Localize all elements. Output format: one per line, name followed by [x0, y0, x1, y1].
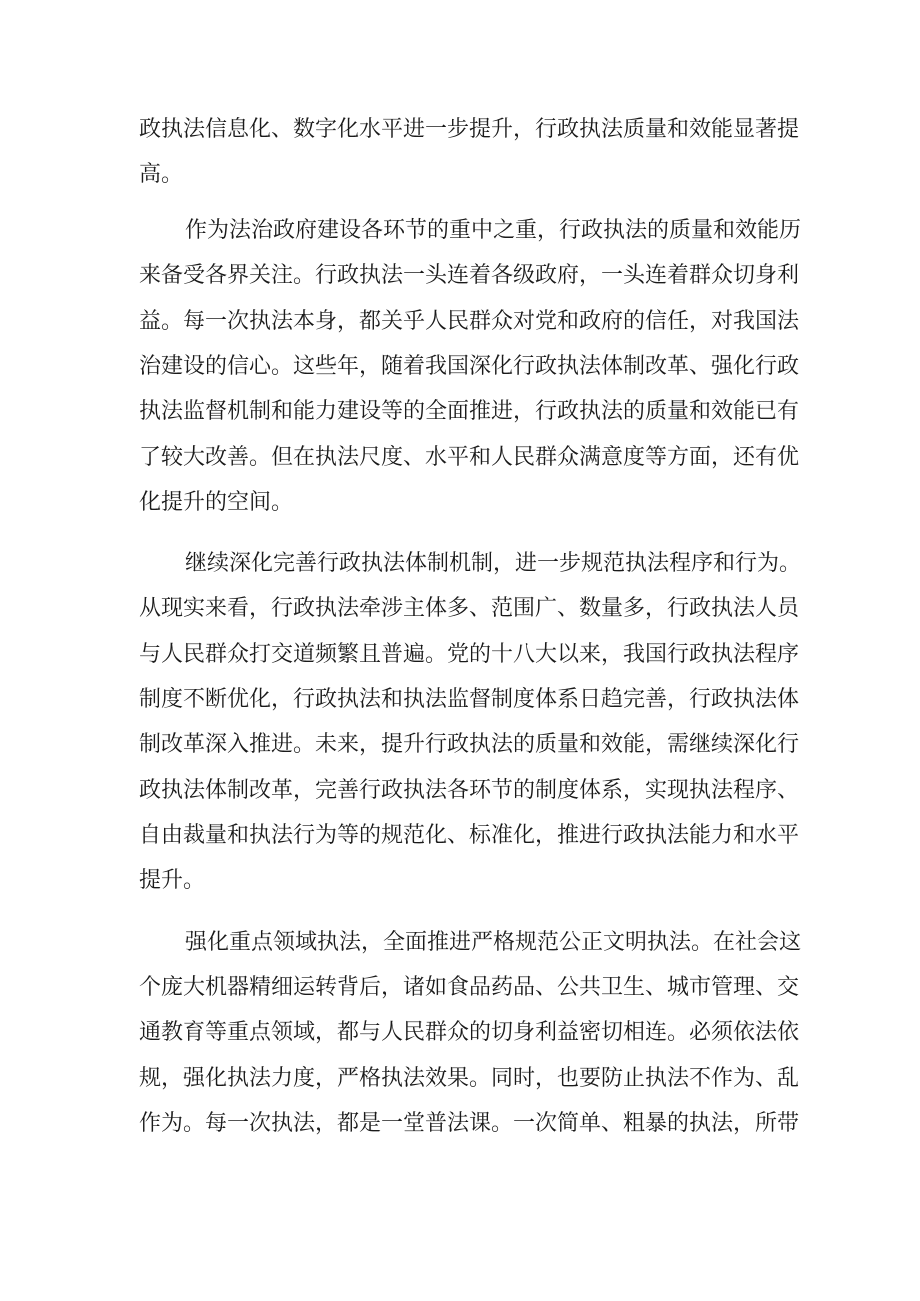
text-line: 制度不断优化，行政执法和执法监督制度体系日趋完善，行政执法体	[139, 687, 800, 712]
text-line: 执法监督机制和能力建设等的全面推进，行政执法的质量和效能已有	[139, 399, 800, 424]
paragraph-start-line: 继续深化完善行政执法体制机制，进一步规范执法程序和行为。	[185, 551, 802, 576]
text-line: 益。每一次执法本身，都关乎人民群众对党和政府的信任，对我国法	[139, 309, 800, 334]
text-line: 政执法体制改革，完善行政执法各环节的制度体系，实现执法程序、	[139, 778, 800, 803]
text-line: 作为。每一次执法，都是一堂普法课。一次简单、粗暴的执法，所带	[139, 1111, 800, 1136]
text-line: 治建设的信心。这些年，随着我国深化行政执法体制改革、强化行政	[139, 354, 800, 379]
text-line: 来备受各界关注。行政执法一头连着各级政府，一头连着群众切身利	[139, 263, 800, 288]
text-line: 自由裁量和执法行为等的规范化、标准化，推进行政执法能力和水平	[139, 823, 800, 848]
text-line: 通教育等重点领域，都与人民群众的切身利益密切相连。必须依法依	[139, 1020, 800, 1045]
paragraph-start-line: 强化重点领域执法，全面推进严格规范公正文明执法。在社会这	[185, 930, 802, 955]
text-line: 化提升的空间。	[139, 490, 294, 515]
text-line: 高。	[139, 162, 184, 187]
text-line: 与人民群众打交道频繁且普遍。党的十八大以来，我国行政执法程序	[139, 642, 800, 667]
text-line: 从现实来看，行政执法牵涉主体多、范围广、数量多，行政执法人员	[139, 596, 800, 621]
paragraph-start-line: 作为法治政府建设各环节的重中之重，行政执法的质量和效能历	[185, 218, 802, 243]
text-line: 制改革深入推进。未来，提升行政执法的质量和效能，需继续深化行	[139, 732, 800, 757]
text-line: 个庞大机器精细运转背后，诸如食品药品、公共卫生、城市管理、交	[139, 975, 800, 1000]
text-line: 提升。	[139, 868, 206, 893]
text-line: 了较大改善。但在执法尺度、水平和人民群众满意度等方面，还有优	[139, 445, 800, 470]
text-line: 规，强化执法力度，严格执法效果。同时，也要防止执法不作为、乱	[139, 1066, 800, 1091]
text-line: 政执法信息化、数字化水平进一步提升，行政执法质量和效能显著提	[139, 117, 800, 142]
